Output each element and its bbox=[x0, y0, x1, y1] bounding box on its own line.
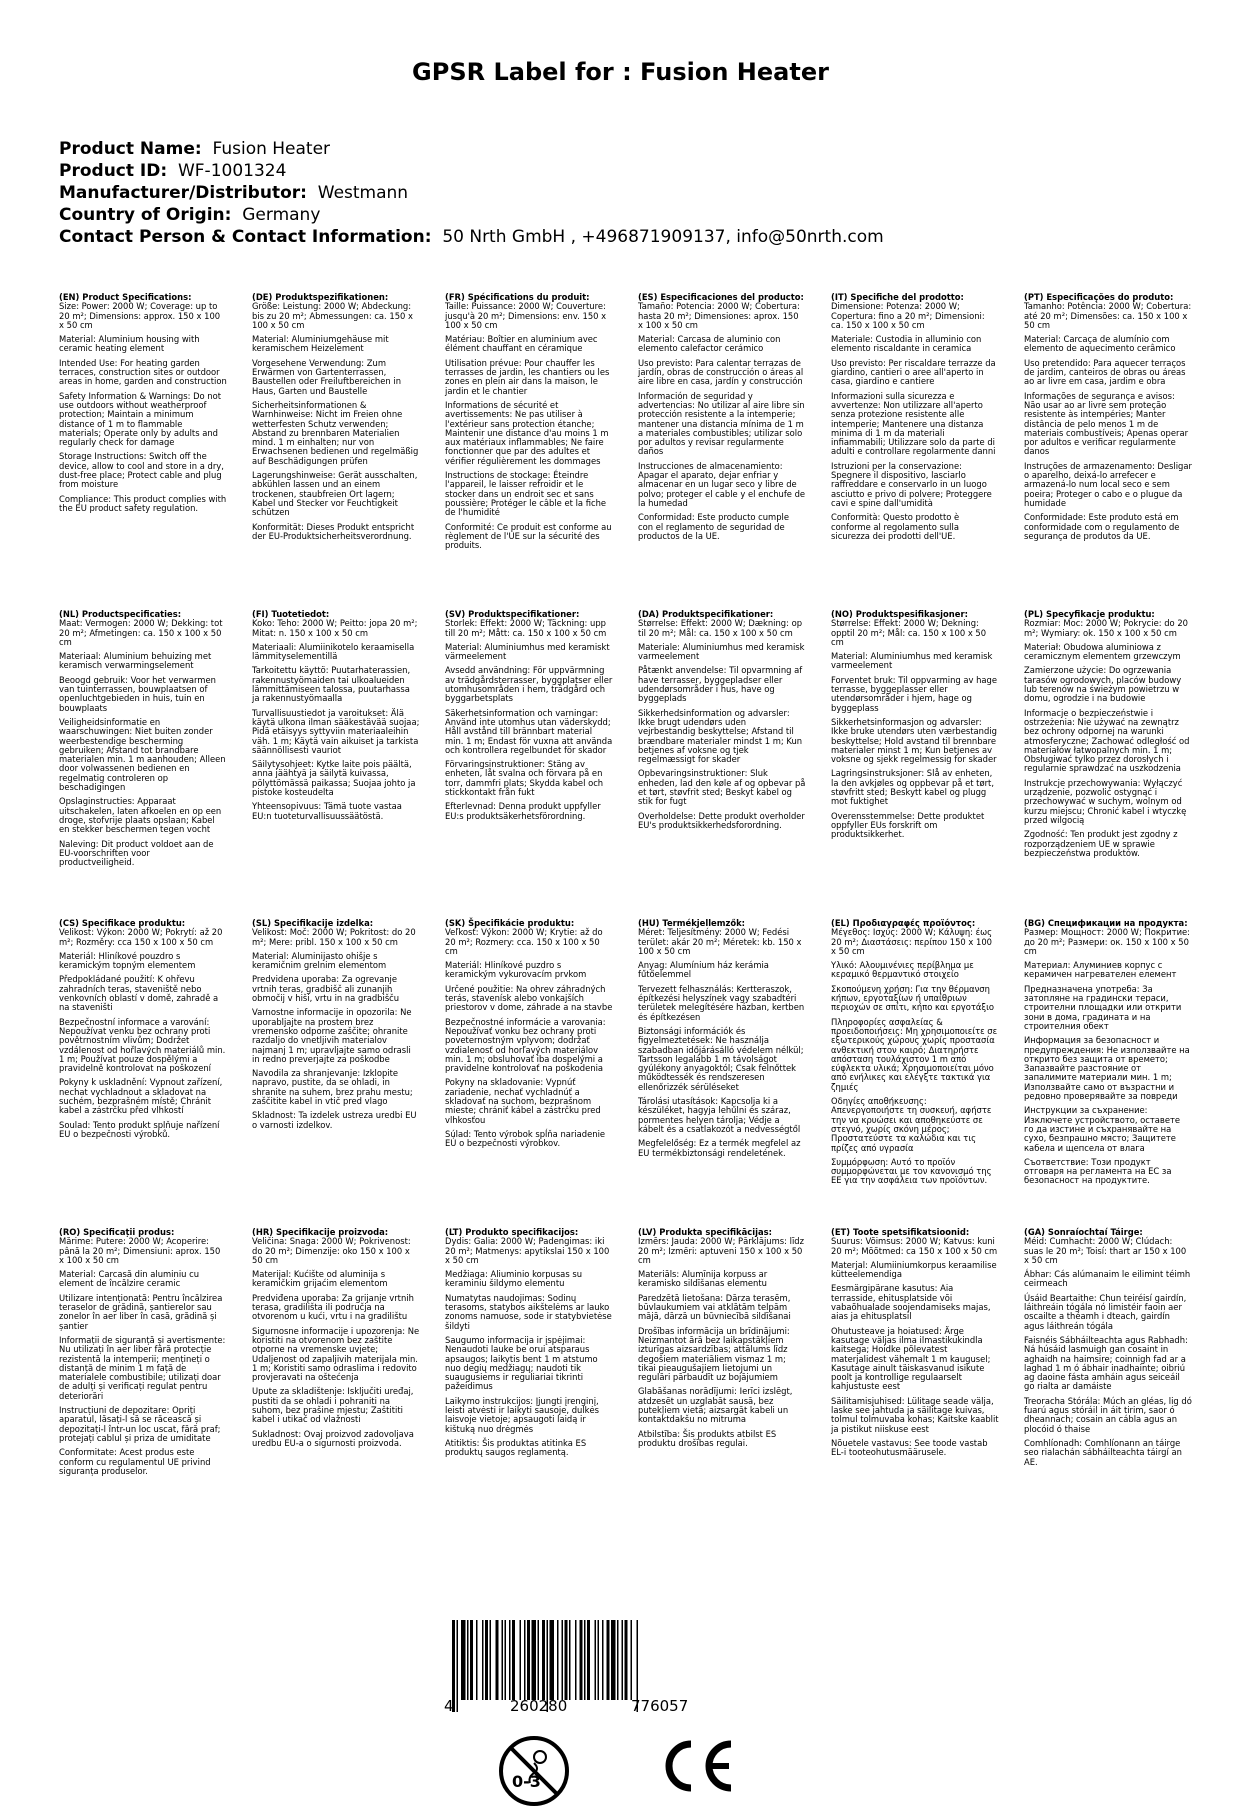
language-spec-paragraph: Eesmärgipärane kasutus: Aia terrasside, ehitusplatside või vabaõhualade soojendamiseks majas, aias ja ehitusplatsil bbox=[831, 1283, 991, 1322]
language-spec-heading: (PL) Specyfikacje produktu: bbox=[1024, 609, 1155, 619]
language-spec-paragraph: Nõuetele vastavus: See toode vastab EL-i tooteohutusmäärusele. bbox=[831, 1437, 988, 1458]
language-spec-heading: (GA) Sonraíochtaí Táirge: bbox=[1024, 1227, 1143, 1237]
barcode-bar bbox=[490, 1620, 492, 1700]
language-spec-block bbox=[638, 293, 806, 546]
language-spec-paragraph: Предназначена употреба: За затопляне на градински тераси, строителни площадки или открити зони в дома, градината и на строителния обект bbox=[1024, 983, 1182, 1031]
language-spec-paragraph: Pokyny k uskladnění: Vypnout zařízení, nechat vychladnout a skladovat na suchém, bezprašném místě; Chránit kabel a zástrčku před vlhkostí bbox=[59, 1077, 223, 1116]
barcode-bar bbox=[542, 1620, 545, 1700]
barcode-bar bbox=[520, 1620, 522, 1700]
language-spec-paragraph: Compliance: This product complies with the EU product safety regulation. bbox=[59, 493, 227, 513]
language-spec-paragraph: Úsáid Beartaithe: Chun teiréisí gairdín, láithreáin tógála nó limistéir faoin aer oscailte a théamh i dteach, gairdín agus láithreán tógála bbox=[1024, 1292, 1187, 1331]
language-spec-block bbox=[59, 919, 227, 1144]
language-spec-paragraph: Lagerungshinweise: Gerät ausschalten, abkühlen lassen und an einem trockenen, staubfreien Ort lagern; Kabel und Stecker vor Feuchtigkeit schützen bbox=[252, 470, 418, 518]
language-spec-paragraph: Paredzētā lietošana: Dārza terasēm, būvlaukumiem vai atklātām telpām mājā, dārzā un būvniecībā sildīšanai bbox=[638, 1292, 791, 1322]
language-spec-paragraph: Størrelse: Effekt: 2000 W; Dekning: opptil 20 m²; Mål: ca. 150 x 100 x 50 cm bbox=[831, 618, 987, 647]
language-spec-paragraph: Ábhar: Cás alúmanaim le eilimint téimh ceirmeach bbox=[1024, 1269, 1191, 1289]
language-spec-block bbox=[831, 293, 999, 546]
language-spec-paragraph: Treoracha Stórála: Múch an gléas, lig dó fuarú agus stóráil in áit tirim, saor ó dheannach; cosain an cábla agus an plocóid ó thaise bbox=[1024, 1395, 1192, 1434]
barcode-bar bbox=[538, 1620, 540, 1700]
language-spec-paragraph: Material: Aluminiumhus med keramisk varmeelement bbox=[831, 651, 993, 671]
barcode-bar bbox=[470, 1620, 473, 1700]
language-spec-paragraph: Conformidad: Este producto cumple con el reglamento de seguridad de productos de la UE. bbox=[638, 512, 789, 541]
language-spec-paragraph: Veličina: Snaga: 2000 W; Pokrivenost: do 20 m²; Dimenzije: oko 150 x 100 x 50 cm bbox=[252, 1236, 411, 1265]
language-spec-heading: (BG) Спецификации на продукта: bbox=[1024, 918, 1188, 928]
language-spec-paragraph: Předpokládané použití: K ohřevu zahradních teras, staveniště nebo venkovních oblastí v domě, zahradě a na staveništi bbox=[59, 974, 219, 1013]
barcode-bar bbox=[622, 1620, 624, 1700]
barcode-bar bbox=[598, 1620, 600, 1700]
barcode-bar bbox=[562, 1620, 564, 1700]
language-spec-paragraph: Material: Aluminiumgehäuse mit keramischem Heizelement bbox=[252, 334, 389, 354]
language-spec-paragraph: Съответствие: Този продукт отговаря на регламента на ЕС за безопасност на продуктите. bbox=[1024, 1156, 1172, 1186]
language-spec-paragraph: Méid: Cumhacht: 2000 W; Clúdach: suas le 20 m²; Toisí: thart ar 150 x 100 x 50 cm bbox=[1024, 1236, 1187, 1265]
language-spec-block bbox=[59, 610, 227, 872]
language-spec-heading: (EN) Product Specifications: bbox=[59, 292, 192, 302]
barcode-digit-lead: 4 bbox=[444, 1697, 454, 1715]
language-spec-paragraph: Instrucțiuni de depozitare: Opriți aparatul, lăsați-l să se răcească și depozitați-l într-un loc uscat, fără praf; protejați cablul și priza de umiditate bbox=[59, 1405, 221, 1443]
language-spec-block bbox=[445, 293, 613, 555]
label: Product ID: bbox=[59, 161, 168, 181]
language-spec-paragraph: Velikost: Výkon: 2000 W; Pokrytí: až 20 m²; Rozměry: cca 150 x 100 x 50 cm bbox=[59, 927, 223, 947]
language-spec-paragraph: Material: Aluminium housing with ceramic heating element bbox=[59, 334, 200, 354]
language-spec-paragraph: Material: Aluminiumhus med keramiskt värmeelement bbox=[445, 641, 610, 662]
language-spec-heading: (DA) Produktspecifikationer: bbox=[638, 609, 774, 619]
language-spec-block bbox=[1024, 919, 1192, 1191]
language-spec-paragraph: Información de seguridad y advertencias: No utilizar al aire libre sin protección resistente a la intemperie; mantener una distancia mínima de 1 m a materiales combustibles; utilizar solo por adultos y revisar regularmente daños bbox=[638, 390, 805, 457]
barcode-bar bbox=[607, 1620, 610, 1700]
language-spec-block bbox=[445, 1228, 613, 1463]
barcode-bar bbox=[602, 1620, 604, 1700]
language-spec-paragraph: Medžiaga: Aliuminio korpusas su keraminiu šildymo elementu bbox=[445, 1269, 583, 1289]
language-spec-paragraph: Informacje o bezpieczeństwie i ostrzeżenia: Nie używać na zewnątrz bez ochrony odpornej na warunki atmosferyczne; Zachować odległość od materiałów łatwopalnych min. 1 m; Obsługiwać tylko przez dorosłych i regularnie sprawdzać na uszkodzenia bbox=[1024, 707, 1190, 774]
language-spec-paragraph: Súlad: Tento výrobok spĺňa nariadenie EÚ o bezpečnosti výrobkov. bbox=[445, 1128, 606, 1149]
language-spec-paragraph: Upute za skladištenje: Isključiti uređaj, pustiti da se ohladi i pohraniti na suhom, bez prašine mjestu; Zaštititi kabel i utikač od vlažnosti bbox=[252, 1386, 414, 1425]
barcode-bar bbox=[524, 1620, 526, 1700]
language-spec-heading: (CS) Specifikace produktu: bbox=[59, 918, 186, 928]
language-spec-block bbox=[59, 1228, 227, 1481]
language-spec-paragraph: Izmērs: Jauda: 2000 W; Pārklājums: līdz 20 m²; Izmēri: aptuveni 150 x 100 x 50 cm bbox=[638, 1236, 804, 1265]
language-spec-paragraph: Utilisation prévue: Pour chauffer les terrasses de jardin, les chantiers ou les zones en plein air dans la maison, le jardin et le chantier bbox=[445, 357, 610, 396]
language-spec-heading: (DE) Produktspezifikationen: bbox=[252, 292, 389, 302]
barcode-bar bbox=[476, 1620, 478, 1700]
value: Germany bbox=[242, 205, 321, 225]
language-spec-paragraph: Matériau: Boîtier en aluminium avec élément chauffant en céramique bbox=[445, 334, 598, 354]
language-spec-paragraph: Conformità: Questo prodotto è conforme al regolamento sulla sicurezza dei prodotti dell'UE. bbox=[831, 512, 960, 541]
language-spec-heading: (LT) Produkto specifikacijos: bbox=[445, 1227, 579, 1237]
language-spec-heading: (RO) Specificații produs: bbox=[59, 1227, 175, 1237]
language-spec-paragraph: Påtænkt anvendelse: Til opvarmning af have terrasser, byggepladser eller udendørsområder i hus, have og byggeplads bbox=[638, 665, 803, 704]
language-spec-paragraph: Materijal: Kućište od aluminija s keramičkim grijaćim elementom bbox=[252, 1269, 388, 1289]
language-spec-paragraph: Tárolási utasítások: Kapcsolja ki a készüléket, hagyja lehűlni és száraz, pormentes helyen tárolja; Védje a kábelt és a csatlakozót a nedvességtől bbox=[638, 1096, 801, 1134]
label: Country of Origin: bbox=[59, 205, 232, 225]
language-spec-paragraph: Anyag: Alumínium ház kerámia fűtőelemmel bbox=[638, 960, 769, 980]
language-spec-paragraph: Tarkoitettu käyttö: Puutarhaterassien, rakennustyömaiden tai ulkoalueiden lämmittämiseen talossa, puutarhassa ja rakennustyömaalla bbox=[252, 665, 411, 704]
language-spec-paragraph: Materiaali: Alumiinikotelo keraamisella lämmityselementillä bbox=[252, 641, 415, 662]
language-spec-block bbox=[638, 1228, 806, 1453]
country-row bbox=[59, 204, 884, 226]
language-spec-paragraph: Informations de sécurité et avertissements: Ne pas utiliser à l'extérieur sans protection étanche; Maintenir une distance d'au moins 1 m aux matériaux inflammables; Ne faire fonctionner que par des adultes et vérifier régulièrement les dommages bbox=[445, 399, 609, 466]
language-spec-paragraph: Tervezett felhasználás: Kertteraszok, építkezési helyszínek vagy szabadtéri területek melegítésére házban, kertben és építkezésen bbox=[638, 983, 805, 1022]
barcode-bar bbox=[532, 1620, 537, 1700]
language-spec-paragraph: Πληροφορίες ασφαλείας & προειδοποιήσεις: Μη χρησιμοποιείτε σε εξωτερικούς χώρους χωρίς προστασία ανθεκτική στον καιρό; Διατηρήστε απόσταση τουλάχιστον 1 m από εύφλεκτα υλικά; Χρησιμοποιείται μόνο από ενήλικες και ελέγξτε τακτικά για ζημιές bbox=[831, 1016, 998, 1092]
language-spec-block bbox=[252, 919, 420, 1135]
language-spec-paragraph: Materiał: Obudowa aluminiowa z ceramicznym elementem grzewczym bbox=[1024, 641, 1181, 662]
language-spec-paragraph: Materiál: Hliníkové pouzdro s keramickým topným elementem bbox=[59, 950, 196, 971]
barcode-bar bbox=[509, 1620, 511, 1700]
language-spec-paragraph: Mărime: Putere: 2000 W; Acoperire: până la 20 m²; Dimensiuni: aprox. 150 x 100 x 50 cm bbox=[59, 1236, 221, 1265]
language-spec-paragraph: Materiale: Aluminiumhus med keramisk varmeelement bbox=[638, 641, 805, 662]
barcode-bar bbox=[496, 1620, 499, 1700]
language-spec-paragraph: Информация за безопасност и предупреждения: Не използвайте на открито без защита от времето; Запазвайте разстояние от запалимите материали мин. 1 m; Използвайте само от възрастни и редовно проверявайте за повреди bbox=[1024, 1035, 1190, 1102]
language-spec-paragraph: Beoogd gebruik: Voor het verwarmen van tuinterrassen, bouwplaatsen of openluchtgebieden in huis, tuin en bouwplaats bbox=[59, 674, 216, 713]
barcode-bar bbox=[631, 1620, 633, 1700]
language-spec-paragraph: Intended Use: For heating garden terraces, construction sites or outdoor areas in home, garden and construction bbox=[59, 357, 227, 387]
language-spec-paragraph: Instructions de stockage: Éteindre l'appareil, le laisser refroidir et le stocker dans un endroit sec et sans poussière; Protéger le câble et la fiche de l'humidité bbox=[445, 470, 607, 518]
language-spec-paragraph: Utilizare intenționată: Pentru încălzirea teraselor de grădină, șantierelor sau zonelor în aer liber în casă, grădină și șantier bbox=[59, 1292, 223, 1331]
language-spec-paragraph: Σκοπούμενη χρήση: Για την θέρμανση κήπων, εργοταξίων ή υπαίθριων περιοχών σε σπίτι, κήπο και εργοτάξιο bbox=[831, 983, 995, 1013]
language-spec-paragraph: Material: Carcasa de aluminio con elemento calefactor cerámico bbox=[638, 334, 781, 354]
language-spec-paragraph: Méret: Teljesítmény: 2000 W; Fedési terület: akár 20 m²; Méretek: kb. 150 x 100 x 50 cm bbox=[638, 927, 802, 956]
language-spec-heading: (SK) Špecifikácie produktu: bbox=[445, 918, 575, 928]
language-spec-heading: (IT) Specifiche del prodotto: bbox=[831, 292, 964, 302]
language-spec-block bbox=[831, 1228, 999, 1463]
language-spec-block bbox=[252, 1228, 420, 1453]
language-spec-paragraph: Materiaal: Aluminium behuizing met keramisch verwarmingselement bbox=[59, 651, 212, 671]
language-spec-heading: (NO) Produktspesifikasjoner: bbox=[831, 609, 968, 619]
barcode-bar bbox=[617, 1620, 619, 1700]
language-spec-paragraph: Safety Information & Warnings: Do not use outdoors without weatherproof protection; Maintain a minimum distance of 1 m to flammable materials; Operate only by adults and regularly check for damage bbox=[59, 390, 222, 448]
language-spec-paragraph: Säilytysohjeet: Kytke laite pois päältä, anna jäähtyä ja säilytä kuivassa, pölyttömässä paikassa; Suojaa johto ja pistoke kosteudelta bbox=[252, 759, 416, 798]
barcode-bar bbox=[550, 1620, 555, 1700]
language-spec-paragraph: Dydis: Galia: 2000 W; Padengimas: iki 20 m²; Matmenys: apytikslai 150 x 100 x 50 cm bbox=[445, 1236, 610, 1265]
value: 50 Nrth GmbH , +496871909137, info@50nrth.com bbox=[442, 227, 884, 247]
language-spec-paragraph: Size: Power: 2000 W; Coverage: up to 20 m²; Dimensions: approx. 150 x 100 x 50 cm bbox=[59, 301, 221, 330]
language-spec-heading: (NL) Productspecificaties: bbox=[59, 609, 182, 619]
barcode-bar bbox=[584, 1620, 586, 1700]
language-spec-paragraph: Skladnost: Ta izdelek ustreza uredbi EU o varnosti izdelkov. bbox=[252, 1110, 417, 1130]
barcode-digits-left: 260280 bbox=[510, 1697, 568, 1715]
language-spec-paragraph: Ohutusteave ja hoiatused: Ärge kasutage väljas ilma ilmastikukindla kaitsega; Hoidke põlevatest materjalidest vähemalt 1 m kaugusel; Kasutage ainult täiskasvanud isikute poolt ja kontrollige regulaarselt kahjustuste eest bbox=[831, 1325, 991, 1392]
language-spec-paragraph: Tamanho: Potência: 2000 W; Cobertura: até 20 m²; Dimensões: ca. 150 x 100 x 50 cm bbox=[1024, 301, 1192, 330]
barcode-bar bbox=[527, 1620, 530, 1700]
language-spec-paragraph: Opslaginstructies: Apparaat uitschakelen, laten afkoelen en op een droge, stofvrije plaats opslaan; Kabel en stekker beschermen tegen vocht bbox=[59, 796, 222, 835]
language-spec-paragraph: Lagringsinstruksjoner: Slå av enheten, la den avkjøles og oppbevar på et tørt, støvfritt sted; Beskytt kabel og plugg mot fuktighet bbox=[831, 768, 994, 807]
language-spec-paragraph: Instruções de armazenamento: Desligar o aparelho, deixá-lo arrefecer e armazená-lo num local seco e sem poeira; Proteger o cabo e o plugue da humidade bbox=[1024, 460, 1192, 508]
language-spec-paragraph: Rozmiar: Moc: 2000 W; Pokrycie: do 20 m²; Wymiary: ok. 150 x 100 x 50 cm bbox=[1024, 618, 1188, 638]
language-spec-block bbox=[445, 610, 613, 826]
language-spec-paragraph: Materiál: Hliníkové puzdro s keramickým vykurovacím prvkom bbox=[445, 960, 587, 980]
language-spec-block bbox=[1024, 293, 1192, 546]
language-spec-paragraph: Conformidade: Este produto está em conformidade com o regulamento de segurança de produtos da UE. bbox=[1024, 512, 1180, 541]
barcode-bar bbox=[587, 1620, 590, 1700]
language-spec-block bbox=[638, 610, 806, 835]
language-spec-heading: (EL) Προδιαγραφές προϊόντος: bbox=[831, 918, 976, 928]
contact-row bbox=[59, 226, 884, 248]
language-spec-paragraph: Koko: Teho: 2000 W; Peitto: jopa 20 m²; Mitat: n. 150 x 100 x 50 cm bbox=[252, 618, 418, 638]
language-spec-paragraph: Overensstemmelse: Dette produktet oppfyller EUs forskrift om produktsikkerhet. bbox=[831, 810, 985, 840]
language-spec-heading: (ET) Toote spetsifikatsioonid: bbox=[831, 1227, 970, 1237]
label: Contact Person & Contact Information: bbox=[59, 227, 432, 247]
barcode-bar bbox=[482, 1620, 484, 1700]
language-spec-paragraph: Μέγεθος: Ισχύς: 2000 W; Κάλυψη: έως 20 m²; Διαστάσεις: περίπου 150 x 100 x 50 cm bbox=[831, 927, 993, 956]
language-spec-paragraph: Förvaringsinstruktioner: Stäng av enheten, låt svalna och förvara på en torr, dammfri plats; Skydda kabel och stickkontakt från fukt bbox=[445, 759, 604, 798]
barcode-bar bbox=[575, 1620, 577, 1700]
language-spec-heading: (SL) Specifikacije izdelka: bbox=[252, 918, 374, 928]
language-spec-paragraph: Размер: Мощност: 2000 W; Покритие: до 20 m²; Размери: ок. 150 x 100 x 50 cm bbox=[1024, 927, 1190, 956]
language-spec-heading: (HU) Termékjellemzők: bbox=[638, 918, 746, 928]
language-spec-paragraph: Drošības informācija un brīdinājumi: Neizmantot ārā bez laikapstākļiem izturīgas aizsardzības; attālums līdz degošiem materiāliem vismaz 1 m; tikai pieaugušajiem lietojumi un regulāri pārbaudīt uz bojājumiem bbox=[638, 1325, 790, 1383]
language-spec-paragraph: Určené použitie: Na ohrev záhradných terás, stavenísk alebo vonkajších priestorov v dome, záhrade a na stavbe bbox=[445, 983, 613, 1013]
language-spec-paragraph: Veľkosť: Výkon: 2000 W; Krytie: až do 20 m²; Rozmery: cca. 150 x 100 x 50 cm bbox=[445, 927, 603, 956]
language-spec-paragraph: Turvallisuustiedot ja varoitukset: Älä käytä ulkona ilman sääkestävää suojaa; Pidä etäisyys syttyviin materiaaleihin väh. 1 m; Käytä vain aikuiset ja tarkista säännöllisesti vauriot bbox=[252, 707, 420, 755]
language-spec-paragraph: Sigurnosne informacije i upozorenja: Ne koristiti na otvorenom bez zaštite otporne na vremenske uvjete; Udaljenost od zapaljivih materijala min. 1 m; Koristiti samo odraslima i redovito provjeravati na oštećenja bbox=[252, 1325, 420, 1383]
language-spec-paragraph: Naleving: Dit product voldoet aan de EU-voorschriften voor productveiligheid. bbox=[59, 838, 214, 868]
language-spec-paragraph: Materiāls: Alumīnija korpuss ar keramisko sildīšanas elementu bbox=[638, 1269, 768, 1289]
language-spec-paragraph: Uso previsto: Per riscaldare terrazze da giardino, cantieri o aree all'aperto in casa, giardino e cantiere bbox=[831, 357, 996, 387]
language-spec-paragraph: Efterlevnad: Denna produkt uppfyller EU:s produktsäkerhetsförordning. bbox=[445, 801, 601, 821]
language-spec-paragraph: Glabāšanas norādījumi: Ierīci izslēgt, atdzesēt un uzglabāt sausā, bez putekļiem vietā; aizsargāt kabeli un kontaktdakšu no mitruma bbox=[638, 1386, 793, 1425]
language-spec-paragraph: Material: Carcasă din aluminiu cu element de încălzire ceramic bbox=[59, 1269, 200, 1289]
language-spec-paragraph: Οδηγίες αποθήκευσης: Απενεργοποιήστε τη συσκευή, αφήστε την να κρυώσει και αποθηκεύστε σε στεγνό, χωρίς σκόνη μέρος; Προστατεύστε τα καλώδια και τις πρίζες από υγρασία bbox=[831, 1096, 992, 1153]
barcode-bar bbox=[485, 1620, 488, 1700]
language-spec-paragraph: Pokyny na skladovanie: Vypnúť zariadenie, nechať vychladnúť a skladovať na suchom, bezprašnom mieste; chrániť kábel a zástrčku pred vlhkosťou bbox=[445, 1077, 601, 1125]
language-spec-paragraph: Säkerhetsinformation och varningar: Använd inte utomhus utan väderskydd; Håll avstånd till brännbart material min. 1 m; Endast för vuxna att använda och kontrollera regelbundet för skador bbox=[445, 707, 613, 755]
barcode-bar bbox=[557, 1620, 559, 1700]
language-spec-paragraph: Informazioni sulla sicurezza e avvertenze: Non utilizzare all'aperto senza protezione resistente alle intemperie; Mantenere una distanza minima di 1 m da materiali infiammabili; Utilizzare solo da parte di adulti e controllare regolarmente danni bbox=[831, 390, 996, 457]
value: Fusion Heater bbox=[212, 139, 331, 159]
language-spec-block bbox=[831, 610, 999, 845]
language-spec-paragraph: Material: Carcaça de alumínio com elemento de aquecimento cerâmico bbox=[1024, 334, 1176, 354]
language-spec-paragraph: Uso pretendido: Para aquecer terraços de jardim, canteiros de obras ou áreas ao ar livre em casa, jardim e obra bbox=[1024, 357, 1186, 387]
label: Manufacturer/Distributor: bbox=[59, 183, 307, 203]
language-spec-paragraph: Uso previsto: Para calentar terrazas de jardín, obras de construcción o áreas al aire libre en casa, jardín y construcción bbox=[638, 357, 804, 387]
barcode-bar bbox=[595, 1620, 597, 1700]
language-spec-block bbox=[252, 610, 420, 826]
language-spec-paragraph: Säilitamisjuhised: Lülitage seade välja, laske see jahtuda ja säilitage kuivas, tolmul tolmuvaba kohas; Kaitske kaablit ja pistikut niiskuse eest bbox=[831, 1395, 999, 1434]
language-spec-paragraph: Sikkerhetsinformasjon og advarsler: Ikke bruke utendørs uten værbestandig beskyttelse; Hold avstand til brennbare materialer minst 1 m; Kun betjenes av voksne og sjekk regelmessig for skader bbox=[831, 716, 997, 765]
language-spec-paragraph: Zgodność: Ten produkt jest zgodny z rozporządzeniem UE w sprawie bezpieczeństwa produktów. bbox=[1024, 829, 1178, 858]
language-spec-heading: (ES) Especificaciones del producto: bbox=[638, 292, 804, 302]
product-info bbox=[59, 138, 884, 248]
language-spec-paragraph: Informații de siguranță și avertismente: Nu utilizați în aer liber fără protecție rezistentă la intemperii; mențineți o distanță de minim 1 m față de materialele combustibile; utilizați doar de adulți și verificați regulat pentru deteriorări bbox=[59, 1334, 226, 1401]
language-spec-paragraph: Größe: Leistung: 2000 W; Abdeckung: bis zu 20 m²; Abmessungen: ca. 150 x 100 x 50 cm bbox=[252, 301, 413, 330]
manufacturer-row bbox=[59, 182, 884, 204]
language-spec-paragraph: Varnostne informacije in opozorila: Ne uporabljajte na prostem brez vremensko odporne zaščite; ohranite razdaljo do vnetljivih materialov najmanj 1 m; upravljajte samo odrasli in redno preverjajte za poškodbe bbox=[252, 1007, 412, 1064]
language-spec-paragraph: Conformité: Ce produit est conforme au règlement de l'UE sur la sécurité des produits. bbox=[445, 521, 612, 551]
language-spec-paragraph: Opbevaringsinstruktioner: Sluk enheden, lad den køle af og opbevar på et tørt, støvfrit sted; Beskyt kabel og stik for fugt bbox=[638, 768, 806, 807]
barcode-bar bbox=[565, 1620, 568, 1700]
age-label: 0-3 bbox=[512, 1772, 541, 1791]
language-spec-paragraph: Atbilstība: Šis produkts atbilst ES produktu drošības regulai. bbox=[638, 1428, 777, 1448]
value: WF-1001324 bbox=[177, 161, 287, 181]
language-spec-paragraph: Sikkerhedsinformation og advarsler: Ikke brugt udendørs uden vejrbestandig beskyttelse; Afstand til brændbare materialer mindst 1 m; Kun betjenes af voksne og tjek regelmæssigt for skader bbox=[638, 707, 803, 765]
language-spec-paragraph: Instrucciones de almacenamiento: Apagar el aparato, dejar enfriar y almacenar en un lugar seco y libre de polvo; proteger el cable y el enchufe de la humedad bbox=[638, 460, 806, 508]
language-spec-paragraph: Υλικό: Αλουμινένιες περίβλημα με κεραμικό θερμαντικό στοιχείο bbox=[831, 960, 974, 980]
product-id-row bbox=[59, 160, 884, 182]
language-spec-paragraph: Conformitate: Acest produs este conform cu regulamentul UE privind siguranța produselor. bbox=[59, 1447, 211, 1476]
language-spec-heading: (FR) Spécifications du produit: bbox=[445, 292, 590, 302]
language-spec-block bbox=[59, 293, 227, 518]
language-spec-heading: (FI) Tuotetiedot: bbox=[252, 609, 330, 619]
barcode-bar bbox=[580, 1620, 583, 1700]
barcode-bar bbox=[611, 1620, 616, 1700]
language-spec-paragraph: Yhteensopivuus: Tämä tuote vastaa EU:n tuoteturvallisuussäätöstä. bbox=[252, 801, 402, 821]
language-spec-paragraph: Faisnéis Sábháilteachta agus Rabhadh: Ná húsáid lasmuigh gan cosaint in aghaidh na haimsire; coinnigh fad ar a laghad 1 m ó ábhair inadhainte; oibriú ag daoine fásta amháin agus seiceáil go rialta ar damáiste bbox=[1024, 1334, 1188, 1392]
age-0-3-warning-icon bbox=[498, 1735, 570, 1807]
language-spec-paragraph: Comhlíonadh: Comhlíonann an táirge seo rialachán sábháilteachta táirgí an AE. bbox=[1024, 1437, 1182, 1467]
barcode-bar bbox=[505, 1620, 507, 1700]
language-spec-paragraph: Material: Aluminijasto ohišje s keramičnim grelnim elementom bbox=[252, 950, 387, 971]
language-spec-paragraph: Instrukcje przechowywania: Wyłączyć urządzenie, pozwolić ostygnąć i przechowywać w suchym, wolnym od kurzu miejscu; Chronić kabel i wtyczkę przed wilgocią bbox=[1024, 777, 1187, 825]
language-spec-paragraph: Biztonsági információk és figyelmeztetések: Ne használja szabadban időjárásálló védelem nélkül; Tartsson legalább 1 m távolságot gyúlékony anyagoktól; Csak felnőttek működtessék és rendszeresen ellenőrizzék sérüléseket bbox=[638, 1025, 804, 1092]
language-spec-paragraph: Laikymo instrukcijos: Įjungti įrenginį, leisti atvėsti ir laikyti sausoje, dulkės laisvoje vietoje; apsaugoti laidą ir kištuką nuo drėgmės bbox=[445, 1395, 600, 1434]
language-spec-paragraph: Atitiktis: Šis produktas atitinka ES produktų saugos reglamentą. bbox=[445, 1437, 587, 1458]
language-spec-paragraph: Forventet bruk: Til oppvarming av hage terrasse, byggeplasser eller utendørsområder i hjem, hage og byggeplass bbox=[831, 674, 998, 713]
language-spec-paragraph: Bezpečnostné informácie a varovania: Nepoužívať vonku bez ochrany proti poveternostným vplyvom; dodržať vzdialenosť od horľavých materiálov min. 1 m; obsluhovať iba dospelými a pravidelne kontrolovať na poškodenia bbox=[445, 1016, 606, 1074]
barcode-bar bbox=[457, 1620, 459, 1712]
product-name-row bbox=[59, 138, 884, 160]
language-spec-paragraph: Инструкции за съхранение: Изключете устройството, оставете го да изстине и съхранявайте на сухо, безпрашно място; Защитете кабела и щепсела от влага bbox=[1024, 1105, 1181, 1153]
language-spec-paragraph: Suurus: Võimsus: 2000 W; Katvus: kuni 20 m²; Mõõtmed: ca 150 x 100 x 50 cm bbox=[831, 1236, 998, 1256]
language-spec-paragraph: Avsedd användning: För uppvärmning av trädgårdsterrasser, byggplatser eller utomhusområden i hem, trädgård och byggarbetsplats bbox=[445, 665, 613, 704]
language-spec-paragraph: Storlek: Effekt: 2000 W; Täckning: upp till 20 m²; Mått: ca. 150 x 100 x 50 cm bbox=[445, 618, 607, 638]
language-spec-paragraph: Materiale: Custodia in alluminio con elemento riscaldante in ceramica bbox=[831, 334, 982, 354]
barcode-bar bbox=[569, 1620, 571, 1700]
language-spec-paragraph: Tamaño: Potencia: 2000 W; Cobertura: hasta 20 m²; Dimensiones: aprox. 150 x 100 x 50 cm bbox=[638, 301, 800, 330]
language-spec-heading: (HR) Specifikacije proizvoda: bbox=[252, 1227, 389, 1237]
language-spec-paragraph: Sukladnost: Ovaj proizvod zadovoljava uredbu EU-a o sigurnosti proizvoda. bbox=[252, 1428, 414, 1448]
language-spec-paragraph: Veiligheidsinformatie en waarschuwingen: Niet buiten zonder weerbestendige bescherming gebruiken; Afstand tot brandbare materialen min. 1 m aanhouden; Alleen door volwassenen bedienen en regelmatig controleren op beschadigingen bbox=[59, 716, 226, 793]
barcode-bar bbox=[461, 1620, 466, 1700]
language-spec-paragraph: Συμμόρφωση: Αυτό το προϊόν συμμορφώνεται με τον κανονισμό της ΕΕ για την ασφάλεια των προϊόντων. bbox=[831, 1156, 992, 1186]
language-spec-paragraph: Navodila za shranjevanje: Izklopite napravo, pustite, da se ohladi, in shranite na suhem, brez prahu mestu; zaščitite kabel in vtič pred vlago bbox=[252, 1068, 413, 1107]
language-spec-paragraph: Predviđena uporaba: Za grijanje vrtnih terasa, gradilišta ili područja na otvorenom u kući, vrtu i na gradilištu bbox=[252, 1292, 414, 1322]
barcode-bar bbox=[625, 1620, 628, 1700]
language-spec-paragraph: Soulad: Tento produkt splňuje nařízení EU o bezpečnosti výrobků. bbox=[59, 1119, 220, 1139]
language-spec-block bbox=[1024, 1228, 1192, 1472]
language-spec-paragraph: Velikost: Moč: 2000 W; Pokritost: do 20 m²; Mere: pribl. 150 x 100 x 50 cm bbox=[252, 927, 416, 947]
language-spec-paragraph: Størrelse: Effekt: 2000 W; Dækning: op til 20 m²; Mål: ca. 150 x 100 x 50 cm bbox=[638, 618, 803, 638]
barcode-bar bbox=[512, 1620, 515, 1700]
language-spec-paragraph: Saugumo informacija ir įspėjimai: Nenaudoti lauke be orui atsparaus apsaugos; laikytis bent 1 m atstumo nuo degių medžiagų; naudoti tik suaugusiems ir reguliariai tikrinti pažeidimus bbox=[445, 1334, 598, 1392]
language-spec-paragraph: Maat: Vermogen: 2000 W; Dekking: tot 20 m²; Afmetingen: ca. 150 x 100 x 50 cm bbox=[59, 618, 223, 647]
language-spec-paragraph: Megfelelőség: Ez a termék megfelel az EU termékbiztonsági rendeletének. bbox=[638, 1138, 801, 1158]
language-spec-paragraph: Taille: Puissance: 2000 W; Couverture: jusqu'à 20 m²; Dimensions: env. 150 x 100 x 50 cm bbox=[445, 301, 607, 330]
language-spec-block bbox=[831, 919, 999, 1191]
language-spec-paragraph: Numatytas naudojimas: Sodinų terasoms, statybos aikštelėms ar lauko zonoms namuose, sode ir statybvietėse šildyti bbox=[445, 1292, 612, 1331]
language-spec-paragraph: Материал: Алуминиев корпус с керамичен нагревателен елемент bbox=[1024, 960, 1177, 980]
barcode-bar bbox=[502, 1620, 504, 1700]
page-title: GPSR Label for : Fusion Heater bbox=[412, 58, 829, 86]
barcode-bar bbox=[467, 1620, 469, 1700]
language-spec-paragraph: Istruzioni per la conservazione: Spegnere il dispositivo, lasciarlo raffreddare e conservarlo in un luogo asciutto e privo di polvere; Proteggere cavi e spine dall'umidità bbox=[831, 460, 992, 508]
language-spec-paragraph: Vorgesehene Verwendung: Zum Erwärmen von Gartenterrassen, Baustellen oder Freiluftbereichen in Haus, Garten und Baustelle bbox=[252, 357, 402, 396]
label: Product Name: bbox=[59, 139, 202, 159]
ce-mark-icon bbox=[657, 1738, 737, 1794]
language-spec-paragraph: Storage Instructions: Switch off the device, allow to cool and store in a dry, dust-free place; Protect cable and plug from moisture bbox=[59, 451, 224, 490]
value: Westmann bbox=[317, 183, 409, 203]
language-spec-paragraph: Sicherheitsinformationen & Warnhinweise: Nicht im Freien ohne wetterfesten Schutz verwenden; Abstand zu brennbaren Materialien mind. 1 m einhalten; nur von Erwachsenen bedienen und regelmäßig auf Beschädigungen prüfen bbox=[252, 399, 419, 466]
language-spec-block bbox=[252, 293, 420, 546]
language-spec-paragraph: Overholdelse: Dette produkt overholder EU's produktsikkerhedsforordning. bbox=[638, 810, 805, 830]
language-spec-heading: (LV) Produkta specifikācijas: bbox=[638, 1227, 772, 1237]
language-spec-heading: (SV) Produktspecifikationer: bbox=[445, 609, 580, 619]
language-spec-heading: (PT) Especificações do produto: bbox=[1024, 292, 1174, 302]
language-spec-paragraph: Zamierzone użycie: Do ogrzewania tarasów ogrodowych, placów budowy lub terenów na świeżym powietrzu w domu, ogrodzie i na budowie bbox=[1024, 665, 1182, 704]
language-spec-paragraph: Materjal: Alumiiniumkorpus keraamilise kütteelemendiga bbox=[831, 1259, 997, 1280]
language-spec-block bbox=[445, 919, 613, 1154]
language-spec-paragraph: Bezpečnostní informace a varování: Nepoužívat venku bez ochrany proti povětrnostním vlivům; Dodržet vzdálenost od hořlavých materiálů min. 1 m; Používat pouze dospělými a pravidelně kontrolovat na poškození bbox=[59, 1016, 226, 1074]
language-spec-paragraph: Predvidena uporaba: Za ogrevanje vrtnih teras, gradbišč ali zunanjih območij v hiši, vrtu in na gradbišču bbox=[252, 974, 400, 1004]
language-spec-paragraph: Konformität: Dieses Produkt entspricht der EU-Produktsicherheitsverordnung. bbox=[252, 521, 415, 541]
barcode-digits-right: 776057 bbox=[631, 1697, 689, 1715]
language-spec-paragraph: Dimensione: Potenza: 2000 W; Copertura: fino a 20 m²; Dimensioni: ca. 150 x 100 x 50 cm bbox=[831, 301, 985, 330]
language-spec-block bbox=[1024, 610, 1192, 863]
language-spec-paragraph: Informações de segurança e avisos: Não usar ao ar livre sem proteção resistente às intempéries; Manter distância de pelo menos 1 m de materiais combustíveis; Apenas operar por adultos e verificar regularmente danos bbox=[1024, 390, 1189, 457]
language-spec-block bbox=[638, 919, 806, 1163]
